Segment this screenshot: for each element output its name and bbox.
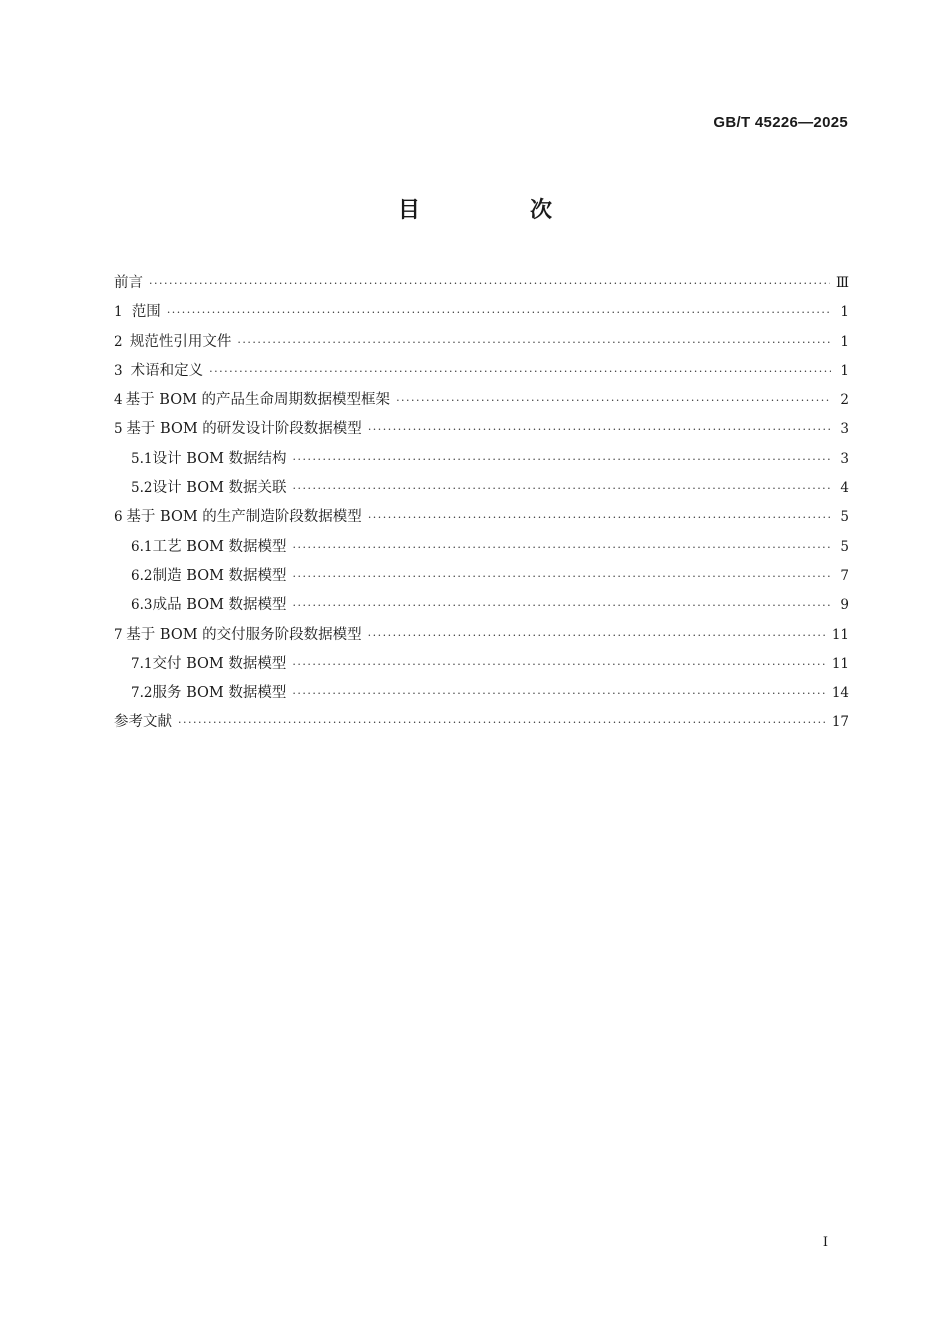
toc-entry-number: 1: [114, 304, 123, 321]
toc-leader-dots: [167, 298, 831, 327]
toc-entry-number: 4: [114, 392, 123, 409]
toc-entry-6-3[interactable]: [114, 591, 849, 620]
toc-entry-title: 术语和定义: [130, 362, 204, 379]
toc-entry-title: 规范性引用文件: [129, 333, 232, 350]
toc-leader-dots: [292, 650, 825, 679]
toc-entry-6-1[interactable]: [114, 533, 849, 562]
toc-entry-title: 前言: [114, 275, 143, 291]
toc-leader-dots: [368, 503, 831, 532]
page-number: I: [822, 1235, 828, 1250]
toc-leader-dots: [368, 415, 831, 444]
toc-entry-7-1[interactable]: [114, 650, 849, 679]
toc-entry-title: 成品 BOM 数据模型: [152, 597, 287, 614]
toc-entry-title: 基于 BOM 的交付服务阶段数据模型: [126, 626, 362, 643]
toc-entry-5[interactable]: [114, 415, 849, 444]
toc-entry-title: 交付 BOM 数据模型: [152, 655, 287, 672]
toc-entry-7-2[interactable]: [114, 679, 849, 708]
standard-code: GB/T 45226—2025: [713, 114, 848, 131]
toc-entry-number: 7: [114, 626, 123, 643]
toc-entry-number: 5.1: [131, 450, 153, 467]
toc-entry-5-1[interactable]: [114, 445, 849, 474]
toc-entry-title: 设计 BOM 数据关联: [152, 480, 287, 497]
toc-entry-number: 5: [114, 421, 123, 438]
toc-entry-6[interactable]: [114, 503, 849, 532]
toc-entry-page: 17: [831, 714, 849, 731]
toc-entry-page: 2: [840, 392, 849, 409]
toc-entry-page: 1: [840, 304, 849, 321]
toc-entry-page: 7: [840, 567, 849, 584]
toc-entry-3[interactable]: [114, 357, 849, 386]
toc-entry-title: 基于 BOM 的研发设计阶段数据模型: [126, 421, 362, 438]
toc-entry-title: 制造 BOM 数据模型: [152, 567, 287, 584]
toc-entry-2[interactable]: [114, 328, 849, 357]
toc-entry-5-2[interactable]: [114, 474, 849, 503]
toc-leader-dots: [292, 679, 825, 708]
toc-entry-number: 6.2: [131, 567, 153, 584]
toc-entry-number: 6.1: [131, 538, 153, 555]
toc-entry-number: 5.2: [131, 480, 153, 497]
toc-entry-number: 7.1: [131, 655, 153, 672]
toc-entry-title: 基于 BOM 的生产制造阶段数据模型: [126, 509, 362, 526]
toc-entry-page: 11: [831, 655, 849, 672]
toc-entry-4[interactable]: [114, 386, 849, 415]
toc-entry-page: 14: [831, 685, 849, 702]
toc-entry-7[interactable]: [114, 621, 849, 650]
toc-leader-dots: [293, 562, 831, 591]
toc-entry-page: Ⅲ: [835, 275, 849, 291]
toc-leader-dots: [293, 474, 831, 503]
toc-entry-page: 9: [840, 597, 849, 614]
toc-entry-title: 范围: [131, 304, 161, 321]
toc-entry-foreword[interactable]: [114, 269, 849, 298]
toc-leader-dots: [293, 591, 831, 620]
toc-leader-dots: [293, 445, 831, 474]
toc-entry-title: 基于 BOM 的产品生命周期数据模型框架: [125, 392, 391, 409]
toc-entry-title: 参考文献: [114, 714, 172, 731]
table-of-contents: [114, 269, 849, 738]
toc-title: 目 次: [397, 198, 596, 223]
toc-entry-title: 设计 BOM 数据结构: [152, 450, 287, 467]
toc-entry-references[interactable]: [114, 708, 849, 737]
toc-entry-number: 3: [114, 362, 123, 379]
toc-entry-number: 6.3: [131, 597, 153, 614]
toc-entry-page: 1: [840, 362, 849, 379]
toc-leader-dots: [396, 386, 831, 415]
toc-entry-number: 7.2: [131, 685, 153, 702]
toc-entry-page: 3: [840, 450, 849, 467]
toc-entry-1[interactable]: [114, 298, 849, 327]
toc-entry-title: 工艺 BOM 数据模型: [152, 538, 287, 555]
toc-entry-page: 4: [840, 480, 849, 497]
toc-leader-dots: [149, 269, 830, 298]
toc-entry-page: 1: [840, 333, 849, 350]
toc-leader-dots: [293, 533, 831, 562]
toc-entry-number: 6: [114, 509, 123, 526]
toc-entry-page: 3: [840, 421, 849, 438]
toc-leader-dots: [368, 621, 826, 650]
toc-leader-dots: [178, 708, 826, 737]
toc-entry-number: 2: [114, 333, 123, 350]
toc-entry-title: 服务 BOM 数据模型: [152, 685, 287, 702]
toc-entry-page: 5: [840, 509, 849, 526]
toc-entry-page: 5: [840, 538, 849, 555]
toc-entry-page: 11: [831, 626, 849, 643]
toc-entry-6-2[interactable]: [114, 562, 849, 591]
toc-leader-dots: [237, 328, 831, 357]
toc-leader-dots: [209, 357, 831, 386]
